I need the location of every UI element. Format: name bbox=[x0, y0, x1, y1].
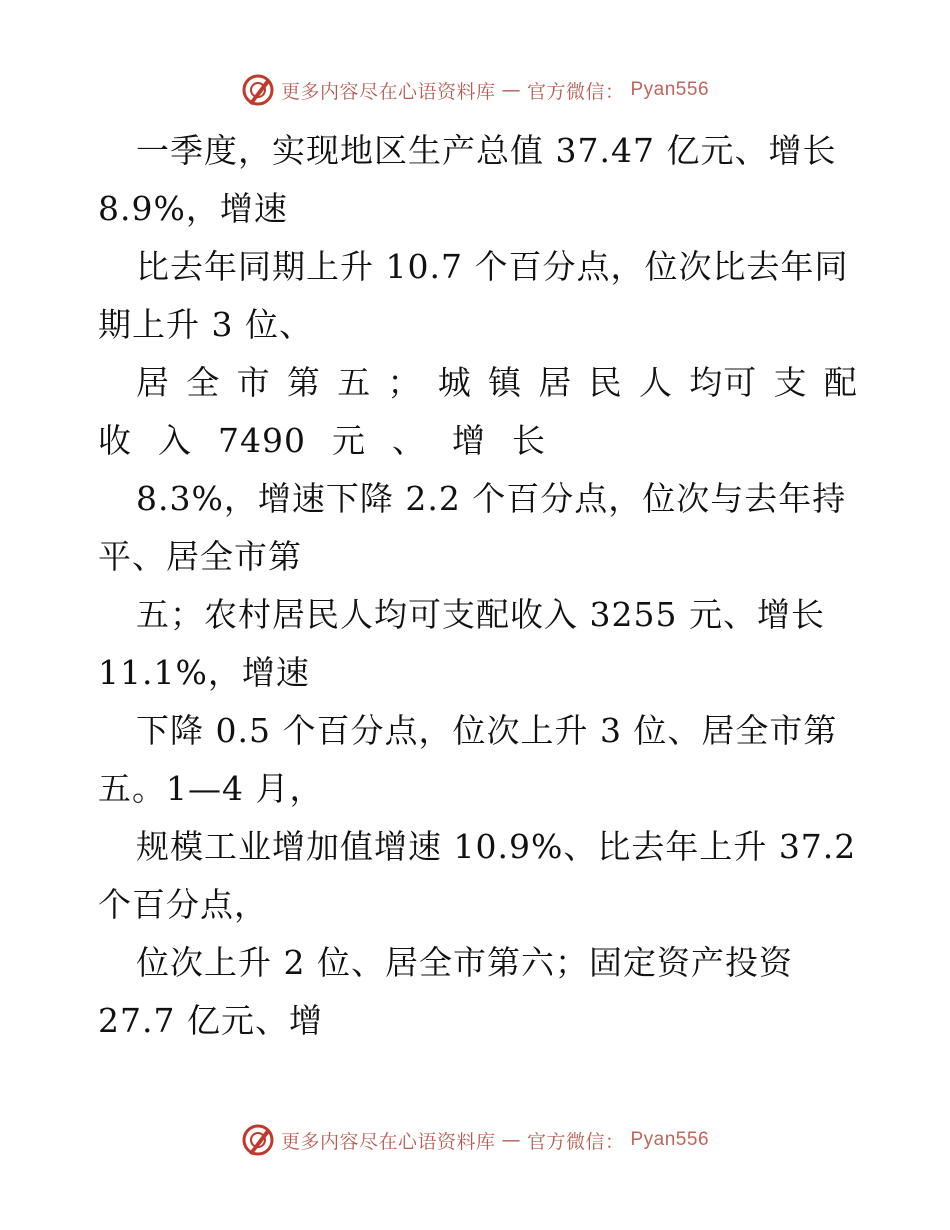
text-fragment: 民 bbox=[588, 363, 623, 402]
footer-watermark bbox=[0, 1120, 950, 1160]
text-line: 一季度，实现地区生产总值 37.47 亿元、增长 bbox=[136, 131, 837, 170]
text-line: 五；农村居民人均可支配收入 3255 元、增长 bbox=[136, 595, 825, 634]
text-line: 11.1%，增速 bbox=[98, 653, 310, 692]
text-fragment: 收 bbox=[98, 421, 132, 460]
text-fragment: 居 bbox=[136, 363, 170, 402]
text-fragment: 居 bbox=[538, 363, 573, 402]
watermark-dash: — bbox=[501, 79, 521, 101]
text-line: 期上升 3 位、 bbox=[98, 305, 313, 344]
text-fragment: 配 bbox=[823, 363, 858, 402]
document-body bbox=[98, 122, 858, 1050]
text-fragment: 7490 bbox=[218, 421, 306, 460]
text-line: 8.9%，增速 bbox=[98, 189, 288, 228]
watermark-suffix: 官方微信： bbox=[526, 80, 625, 103]
pen-logo-icon bbox=[241, 73, 275, 107]
text-fragment: 市 bbox=[236, 363, 271, 402]
watermark-dash: — bbox=[501, 1129, 521, 1151]
watermark-text: 更多内容尽在心语资料库 bbox=[280, 80, 496, 103]
watermark-suffix: 官方微信： bbox=[526, 1130, 625, 1153]
header-watermark bbox=[0, 70, 950, 110]
pen-logo-icon bbox=[241, 1123, 275, 1157]
text-line: 五。1—4 月， bbox=[98, 769, 324, 808]
text-line: 下降 0.5 个百分点，位次上升 3 位、居全市第 bbox=[136, 711, 838, 750]
text-fragment: 人 bbox=[638, 363, 673, 402]
text-fragment: 五 bbox=[337, 363, 372, 402]
text-line: 位次上升 2 位、居全市第六；固定资产投资 bbox=[136, 943, 793, 982]
text-fragment: 第 bbox=[286, 363, 321, 402]
watermark-text: 更多内容尽在心语资料库 bbox=[280, 1130, 496, 1153]
text-line: 规模工业增加值增速 10.9%、比去年上升 37.2 bbox=[136, 827, 857, 866]
text-fragment: 均可 bbox=[689, 363, 758, 402]
text-line: 比去年同期上升 10.7 个百分点，位次比去年同 bbox=[136, 247, 849, 286]
text-line-justified bbox=[98, 412, 858, 470]
text-fragment: 全 bbox=[186, 363, 221, 402]
text-fragment: ； bbox=[387, 363, 422, 402]
text-line: 8.3%，增速下降 2.2 个百分点，位次与去年持 bbox=[136, 479, 847, 518]
text-fragment: 增 bbox=[451, 421, 486, 460]
text-fragment: 镇 bbox=[488, 363, 523, 402]
text-fragment: 入 bbox=[158, 421, 192, 460]
watermark-id: Pyan556 bbox=[630, 1129, 710, 1150]
text-fragment: 元 bbox=[331, 421, 366, 460]
text-fragment: 城 bbox=[437, 363, 472, 402]
text-fragment: 、 bbox=[391, 421, 426, 460]
text-line-justified bbox=[98, 354, 858, 412]
text-line: 27.7 亿元、增 bbox=[98, 1001, 323, 1040]
watermark-id: Pyan556 bbox=[630, 79, 710, 100]
text-line: 个百分点， bbox=[98, 885, 268, 924]
text-line: 平、居全市第 bbox=[98, 537, 302, 576]
text-fragment: 长 bbox=[511, 421, 546, 460]
text-fragment: 支 bbox=[773, 363, 808, 402]
